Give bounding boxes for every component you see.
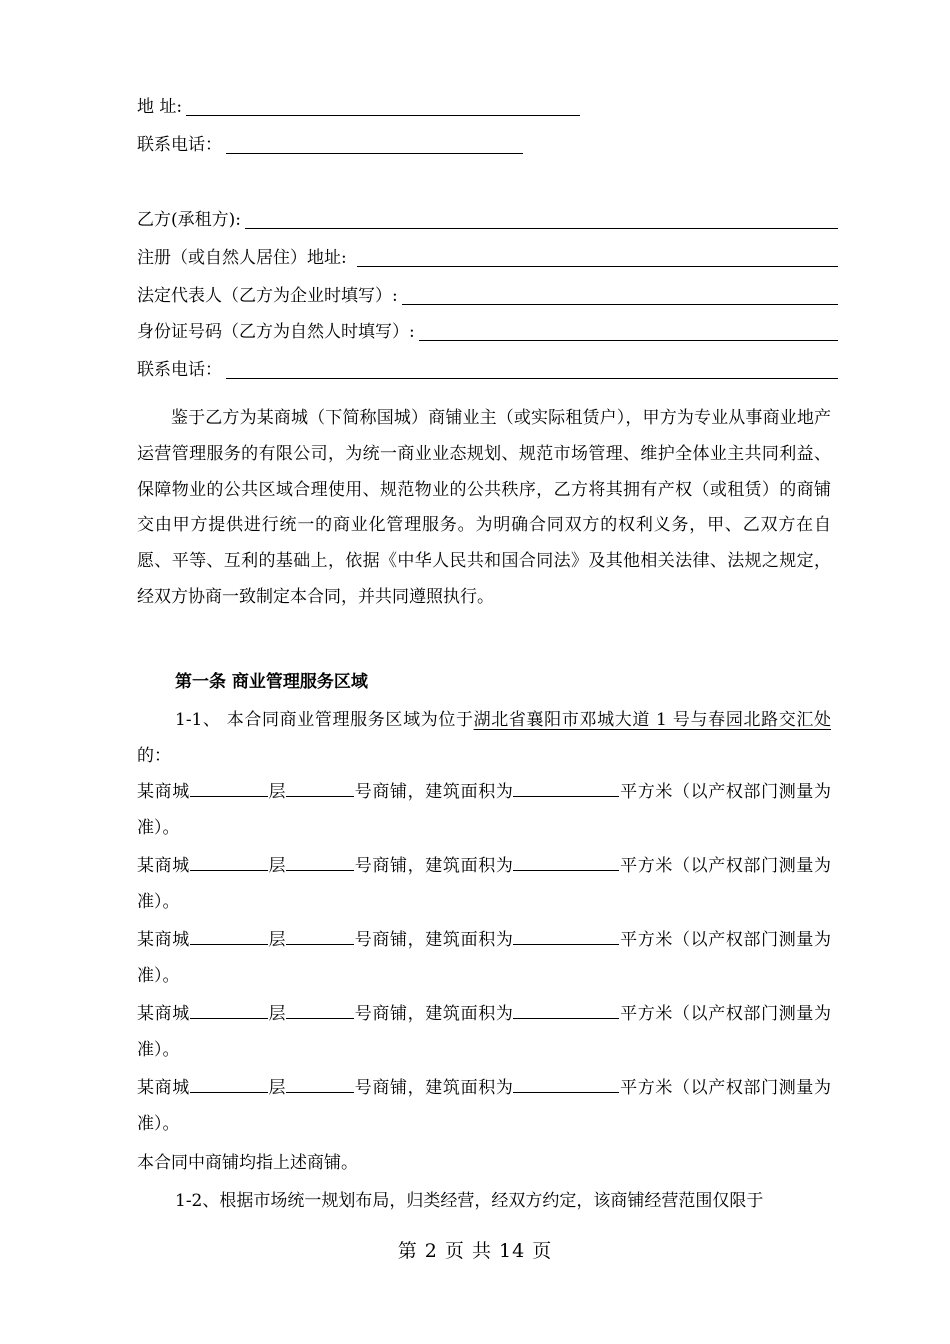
party-b-address-field bbox=[137, 248, 838, 268]
clause-1-1 bbox=[137, 703, 831, 775]
shop-floor-label: 层 bbox=[267, 930, 287, 950]
shop-floor-label: 层 bbox=[267, 782, 287, 802]
clause-1-1-suffix: 的： bbox=[137, 745, 171, 766]
shop-unit-blank[interactable] bbox=[286, 855, 354, 871]
shop-mall-label: 某商城 bbox=[137, 1078, 190, 1098]
shop-row-2 bbox=[137, 849, 831, 921]
shop-row-1 bbox=[137, 775, 831, 847]
shop-mall-label: 某商城 bbox=[137, 856, 190, 876]
shop-floor-label: 层 bbox=[267, 1004, 287, 1024]
shop-area-label: 平方米（以产权部门测量为准）。 bbox=[137, 856, 832, 912]
party-a-address-label: 地 址: bbox=[137, 97, 183, 117]
party-a-phone-field bbox=[137, 135, 523, 155]
shop-unit-blank[interactable] bbox=[286, 929, 354, 945]
party-b-rep-blank[interactable] bbox=[402, 304, 838, 305]
shop-area-blank[interactable] bbox=[513, 855, 619, 871]
party-a-address-field bbox=[137, 97, 580, 117]
shop-unit-blank[interactable] bbox=[286, 1077, 354, 1093]
party-b-phone-label: 联系电话： bbox=[137, 360, 222, 380]
party-b-name-field bbox=[137, 210, 838, 230]
shop-area-label: 平方米（以产权部门测量为准）。 bbox=[137, 1004, 832, 1060]
clause-1-1-location: 湖北省襄阳市邓城大道 1 号与春园北路交汇处 bbox=[473, 710, 832, 730]
article-1-heading: 第一条 商业管理服务区域 bbox=[175, 672, 368, 692]
party-a-phone-blank[interactable] bbox=[226, 153, 523, 154]
shop-unit-blank[interactable] bbox=[286, 781, 354, 797]
page-footer: 第 2 页 共 14 页 bbox=[397, 1240, 553, 1262]
shop-row-3 bbox=[137, 923, 831, 995]
shop-area-blank[interactable] bbox=[513, 929, 619, 945]
preamble-paragraph: 鉴于乙方为某商城（下简称国城）商铺业主（或实际租赁户），甲方为专业从事商业地产运营管理服务的有限公司，为统一商业业态规划、规范市场管理、维护全体业主共同利益、保障物业的公共区域合理使用、规范物业的公共秩序，乙方将其拥有产权（或租赁）的商铺交由甲方提供进行统一的商业化管理服务。为明确合同双方的权利义务，甲、乙双方在自愿、平等、互利的基础上，依据《中华人民共和国合同法》及其他相关法律、法规之规定，经双方协商一致制定本合同，并共同遵照执行。 bbox=[137, 408, 831, 607]
shop-unit-label: 号商铺，建筑面积为 bbox=[354, 1078, 514, 1098]
shop-mall-label: 某商城 bbox=[137, 1004, 190, 1024]
shop-area-label: 平方米（以产权部门测量为准）。 bbox=[137, 930, 832, 986]
shop-unit-blank[interactable] bbox=[286, 1003, 354, 1019]
shop-floor-blank[interactable] bbox=[190, 1003, 268, 1019]
shop-area-blank[interactable] bbox=[513, 781, 619, 797]
shop-unit-label: 号商铺，建筑面积为 bbox=[354, 856, 514, 876]
party-b-phone-blank[interactable] bbox=[226, 378, 838, 379]
shop-floor-blank[interactable] bbox=[190, 929, 268, 945]
party-a-address-blank[interactable] bbox=[186, 115, 580, 116]
party-b-id-blank[interactable] bbox=[419, 340, 838, 341]
shop-row-4 bbox=[137, 997, 831, 1069]
shop-floor-label: 层 bbox=[267, 856, 287, 876]
party-b-name-label: 乙方(承租方): bbox=[137, 210, 241, 230]
shop-floor-blank[interactable] bbox=[190, 1077, 268, 1093]
party-b-rep-field bbox=[137, 286, 838, 306]
party-a-phone-label: 联系电话： bbox=[137, 135, 222, 155]
shop-area-blank[interactable] bbox=[513, 1077, 619, 1093]
party-b-address-blank[interactable] bbox=[357, 266, 838, 267]
party-b-phone-field bbox=[137, 360, 838, 380]
shop-area-label: 平方米（以产权部门测量为准）。 bbox=[137, 1078, 832, 1134]
shop-area-blank[interactable] bbox=[513, 1003, 619, 1019]
shops-note: 本合同中商铺均指上述商铺。 bbox=[137, 1153, 358, 1173]
shop-mall-label: 某商城 bbox=[137, 930, 190, 950]
party-b-id-field bbox=[137, 322, 838, 342]
shop-unit-label: 号商铺，建筑面积为 bbox=[354, 782, 514, 802]
party-b-rep-label: 法定代表人（乙方为企业时填写）: bbox=[137, 286, 398, 306]
shop-floor-blank[interactable] bbox=[190, 855, 268, 871]
clause-1-1-prefix: 1-1、 本合同商业管理服务区域为位于 bbox=[175, 710, 474, 730]
party-b-id-label: 身份证号码（乙方为自然人时填写）: bbox=[137, 322, 415, 342]
shop-mall-label: 某商城 bbox=[137, 782, 190, 802]
shop-unit-label: 号商铺，建筑面积为 bbox=[354, 1004, 514, 1024]
shop-unit-label: 号商铺，建筑面积为 bbox=[354, 930, 514, 950]
clause-1-2: 1-2、根据市场统一规划布局，归类经营，经双方约定，该商铺经营范围仅限于 bbox=[175, 1191, 764, 1211]
party-b-name-blank[interactable] bbox=[245, 228, 838, 229]
party-b-address-label: 注册（或自然人居住）地址: bbox=[137, 248, 347, 268]
shop-row-5 bbox=[137, 1071, 831, 1143]
shop-area-label: 平方米（以产权部门测量为准）。 bbox=[137, 782, 832, 838]
shop-floor-label: 层 bbox=[267, 1078, 287, 1098]
shop-floor-blank[interactable] bbox=[190, 781, 268, 797]
